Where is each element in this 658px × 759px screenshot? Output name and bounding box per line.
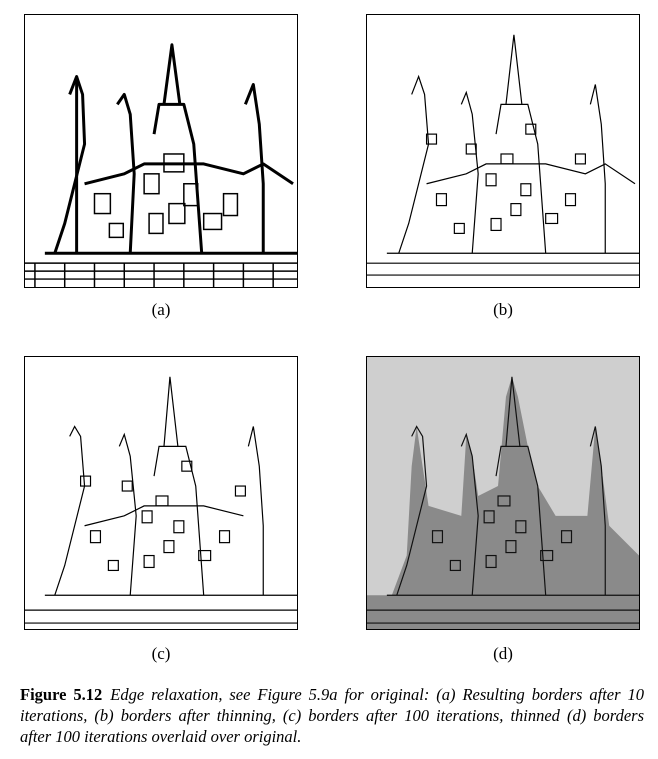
panel-label-c: (c) [151,644,171,663]
panel-label-d: (d) [493,644,513,663]
caption-text: Edge relaxation, see Figure 5.9a for original: (a) Resulting borders after 10 iterations, (b) borders after thinning, (c) borders after 100 iterations, thinned (d) borders after 100 iterations overlaid over original. [20,685,644,746]
edge-image-c [25,357,297,629]
edge-image-a [25,15,297,287]
panel-label-a: (a) [151,300,171,319]
overlay-image-d [367,357,639,629]
overlay-building-shape [367,377,639,629]
figure-panel-d [366,356,640,630]
panel-label-b: (b) [493,300,513,319]
figure-caption [20,684,644,747]
figure-number: Figure 5.12 [20,685,103,704]
figure-panel-b [366,14,640,288]
edge-image-b [367,15,639,287]
figure-panel-c [24,356,298,630]
figure-panel-a [24,14,298,288]
